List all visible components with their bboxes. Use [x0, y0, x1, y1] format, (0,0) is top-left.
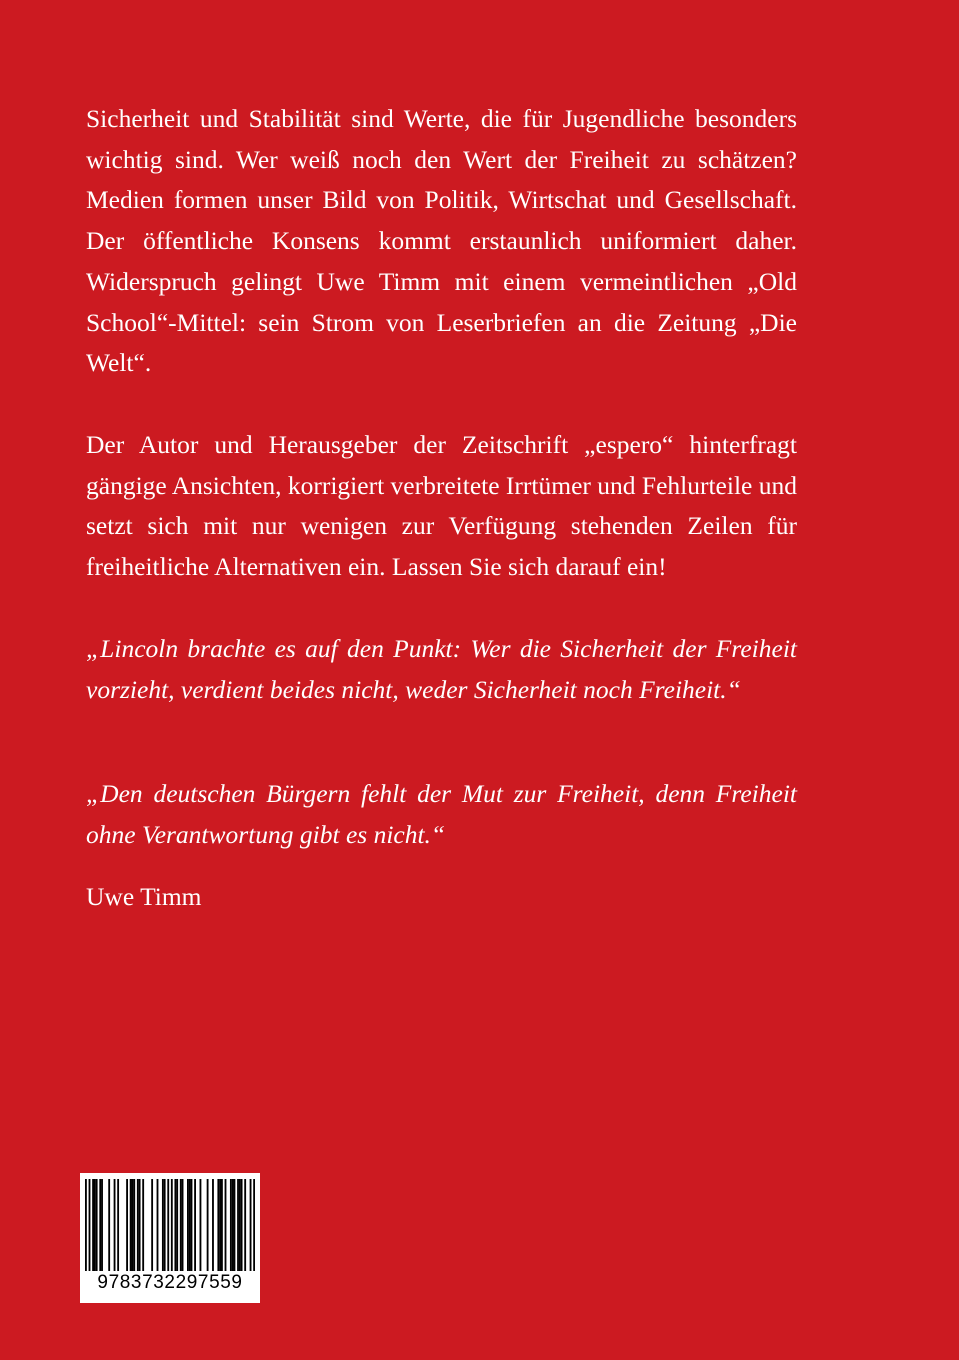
barcode-bar	[162, 1179, 164, 1271]
barcode-bar	[108, 1179, 110, 1271]
barcode-bar	[117, 1179, 119, 1271]
barcode-bar	[217, 1179, 219, 1271]
barcode-bar	[244, 1179, 246, 1271]
barcode-bar	[239, 1179, 241, 1271]
barcode-bar	[85, 1179, 87, 1271]
barcode-bar	[237, 1179, 239, 1271]
barcode-bar	[230, 1179, 232, 1271]
barcode-bar	[253, 1179, 255, 1271]
barcode-bar	[225, 1179, 227, 1271]
isbn-barcode	[80, 1173, 260, 1303]
barcode-bar	[130, 1179, 132, 1271]
barcode-bar	[126, 1179, 128, 1271]
barcode-bar	[212, 1179, 214, 1271]
barcode-bar	[191, 1179, 193, 1271]
barcode-bar	[137, 1179, 139, 1271]
barcode-bar	[167, 1179, 169, 1271]
barcode-bar	[96, 1179, 98, 1271]
barcode-bar	[99, 1179, 101, 1271]
barcode-bar	[189, 1179, 191, 1271]
barcode-bar	[187, 1179, 189, 1271]
barcode-bar	[139, 1179, 141, 1271]
barcode-bar	[133, 1179, 135, 1271]
barcode-bar	[164, 1179, 166, 1271]
barcode-bar	[114, 1179, 116, 1271]
isbn-number: 9783732297559	[97, 1272, 243, 1293]
barcode-bar	[241, 1179, 243, 1271]
barcode-bar	[180, 1179, 182, 1271]
blurb-paragraph-2: Der Autor und Herausgeber der Zeitschrift „espero“ hinterfragt gängige Ansichten, korrigiert verbreitete Irrtümer und Fehlurteile und setzt sich mit nur wenigen zur Verfügung stehenden Zeilen für freiheitliche Alternativen ein. Lassen Sie sich darauf ein!	[86, 430, 797, 582]
barcode-bar	[94, 1179, 96, 1271]
barcode-bar	[171, 1179, 173, 1271]
barcode-bar	[142, 1179, 144, 1271]
barcode-bar	[219, 1179, 221, 1271]
barcode-bar	[92, 1179, 94, 1271]
author-signature: Uwe Timm	[86, 882, 202, 911]
barcode-bar	[151, 1179, 153, 1271]
barcode-bar	[234, 1179, 236, 1271]
barcode-bars	[85, 1179, 255, 1271]
barcode-bar	[250, 1179, 252, 1271]
barcode-bar	[200, 1179, 202, 1271]
barcode-bar	[132, 1179, 134, 1271]
barcode-bar	[157, 1179, 159, 1271]
barcode-bar	[221, 1179, 223, 1271]
blurb-paragraph-1: Sicherheit und Stabilität sind Werte, die für Jugendliche besonders wichtig sind. Wer weiß noch den Wert der Freiheit zu schätzen? Medien formen unser Bild von Politik, Wirtschat und Gesellschaft. Der öffentliche Konsens kommt erstaunlich uniformiert daher. Widerspruch gelingt Uwe Timm mit einem vermeintlichen „Old School“-Mittel: sein Strom von Leserbriefen an die Zeitung „Die Welt“.	[86, 104, 797, 378]
barcode-bar	[101, 1179, 103, 1271]
barcode-bar	[182, 1179, 184, 1271]
quote-freedom: „Den deutschen Bürgern fehlt der Mut zur Freiheit, denn Freiheit ohne Verantwortung gibt es nicht.“	[86, 779, 797, 849]
barcode-bar	[232, 1179, 234, 1271]
barcode-bar	[174, 1179, 176, 1271]
barcode-bar	[176, 1179, 178, 1271]
quote-lincoln: „Lincoln brachte es auf den Punkt: Wer die Sicherheit der Freiheit vorzieht, verdient beides nicht, weder Sicherheit noch Freiheit.“	[86, 634, 797, 704]
barcode-bar	[207, 1179, 209, 1271]
barcode-bar	[194, 1179, 196, 1271]
barcode-bar	[89, 1179, 91, 1271]
